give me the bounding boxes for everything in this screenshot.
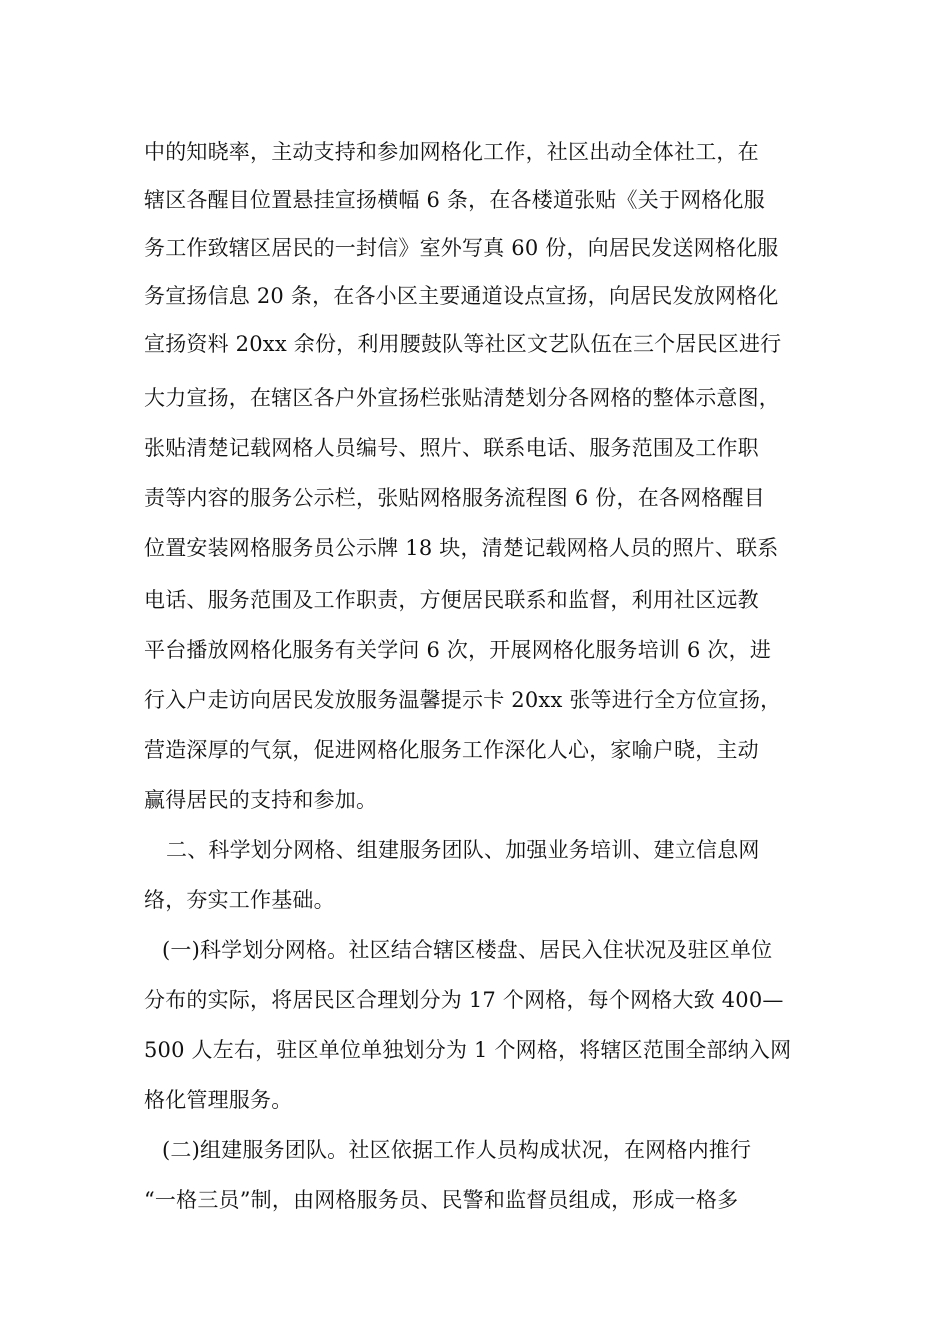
text-line: 务工作致辖区居民的一封信》室外写真 60 份，向居民发送网格化服 [144,236,779,260]
text-line: 格化管理服务。 [144,1088,293,1112]
subsection-heading: (二)组建服务团队。社区依据工作人员构成状况，在网格内推行 [162,1138,752,1162]
text-line: 行入户走访向居民发放服务温馨提示卡 20xx 张等进行全方位宣扬， [144,688,782,712]
text-line: 务宣扬信息 20 条，在各小区主要通道设点宣扬，向居民发放网格化 [144,284,779,308]
text-line: 平台播放网格化服务有关学问 6 次，开展网格化服务培训 6 次，进 [144,638,772,662]
text-line: 电话、服务范围及工作职责，方便居民联系和监督，利用社区远教 [144,588,759,612]
text-line: 责等内容的服务公示栏，张贴网格服务流程图 6 份，在各网格醒目 [144,486,765,510]
text-line: 中的知晓率，主动支持和参加网格化工作，社区出动全体社工，在 [144,140,759,164]
text-line: 宣扬资料 20xx 余份，利用腰鼓队等社区文艺队伍在三个居民区进行 [144,332,782,356]
text-line: 500 人左右，驻区单位单独划分为 1 个网格，将辖区范围全部纳入网 [144,1038,792,1062]
text-line: 络，夯实工作基础。 [144,888,335,912]
text-line: 分布的实际，将居民区合理划分为 17 个网格，每个网格大致 400— [144,988,784,1012]
text-line: 赢得居民的支持和参加。 [144,788,378,812]
section-heading: 二、科学划分网格、组建服务团队、加强业务培训、建立信息网 [166,838,760,862]
text-line: 张贴清楚记载网格人员编号、照片、联系电话、服务范围及工作职 [144,436,759,460]
text-line: 营造深厚的气氛，促进网格化服务工作深化人心，家喻户晓，主动 [144,738,759,762]
text-line: 大力宣扬，在辖区各户外宣扬栏张贴清楚划分各网格的整体示意图， [144,386,780,410]
text-line: 辖区各醒目位置悬挂宣扬横幅 6 条，在各楼道张贴《关于网格化服 [144,188,765,212]
text-line: “一格三员”制，由网格服务员、民警和监督员组成，形成一格多 [144,1188,739,1212]
subsection-heading: (一)科学划分网格。社区结合辖区楼盘、居民入住状况及驻区单位 [162,938,773,962]
text-line: 位置安装网格服务员公示牌 18 块，清楚记载网格人员的照片、联系 [144,536,779,560]
